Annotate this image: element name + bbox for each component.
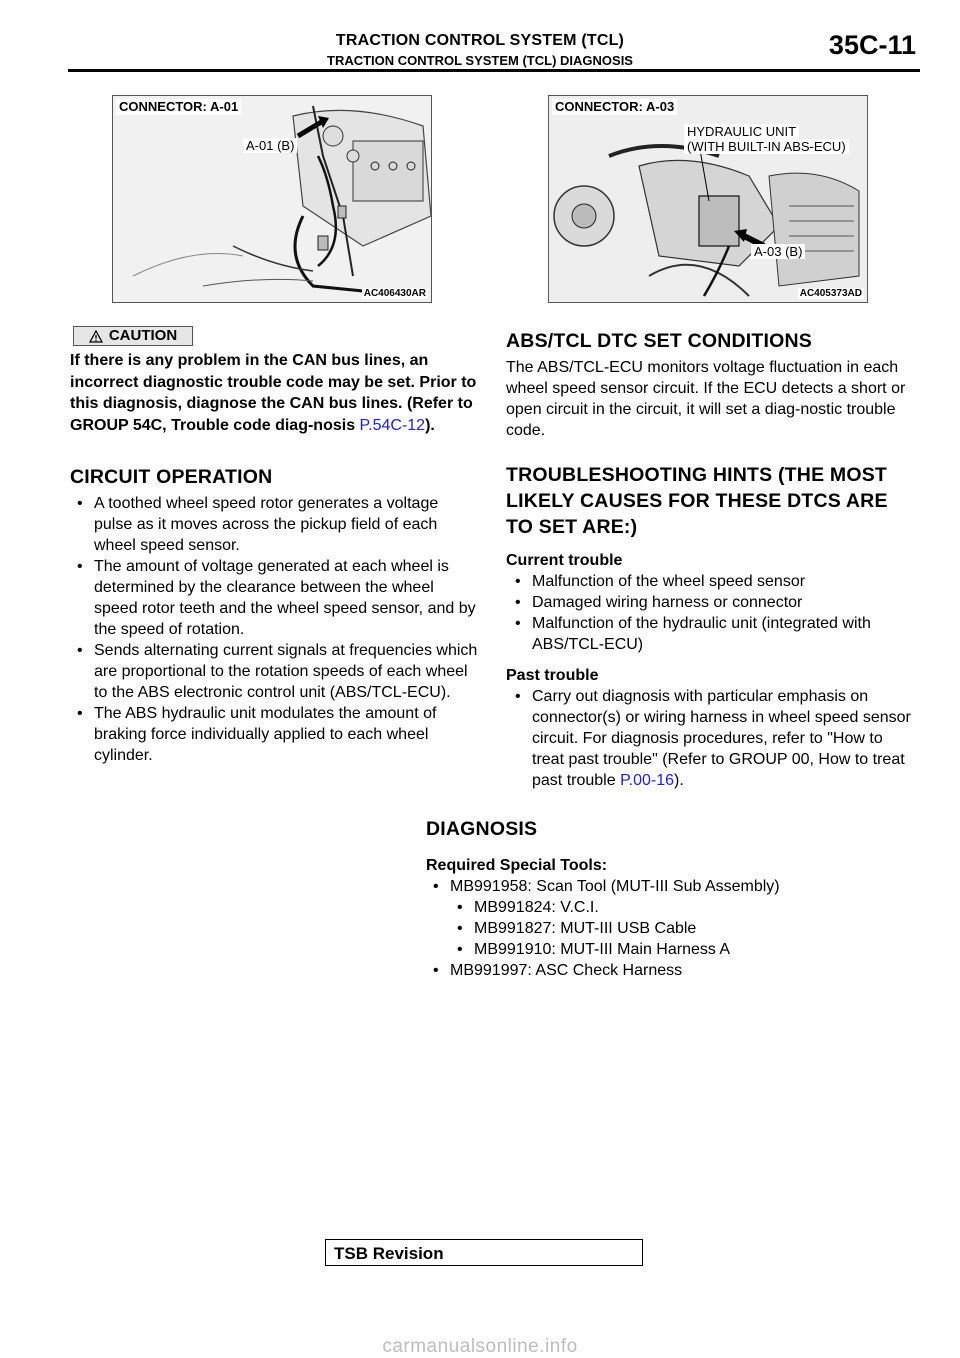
troubleshooting-section [506, 462, 916, 791]
circuit-operation-list [70, 493, 480, 766]
caution-badge [73, 326, 193, 346]
list-item [508, 686, 916, 791]
current-trouble-label: Current trouble [506, 552, 623, 569]
figure-code-1: AC406430AR [363, 288, 426, 299]
dtc-set-conditions-text: The ABS/TCL-ECU monitors voltage fluctuation in each wheel speed sensor circuit. If the ECU detects a short or open circuit in the circuit, it will set a diag-nostic trouble code. [506, 359, 906, 439]
watermark: carmanualsonline.info [382, 1336, 578, 1357]
list-item: • Sends alternating current signals at frequencies which are proportional to the rotation speeds of each wheel to the ABS electronic control unit (ABS/TCL-ECU). [70, 640, 480, 703]
caution-text-end: ). [425, 416, 435, 434]
connector-label-a01: CONNECTOR: A-01 [116, 99, 241, 115]
tool-subitems-list [450, 897, 866, 960]
list-item: • MB991827: MUT-III USB Cable [450, 918, 866, 939]
figure-connector-a03 [548, 95, 868, 303]
required-tools-label: Required Special Tools: [426, 857, 608, 874]
header-subtitle: TRACTION CONTROL SYSTEM (TCL) DIAGNOSIS [327, 53, 633, 68]
list-item: • The ABS hydraulic unit modulates the amount of braking force individually applied to each wheel cylinder. [70, 703, 480, 766]
list-item: • The amount of voltage generated at each wheel is determined by the clearance between the wheel speed rotor teeth and the wheel speed sensor, and by the speed of rotation. [70, 556, 480, 640]
list-item [426, 876, 866, 960]
header-title: TRACTION CONTROL SYSTEM (TCL) [335, 32, 625, 49]
caution-ref-link[interactable]: P.54C-12 [359, 416, 426, 434]
past-trouble-text-end: ). [674, 772, 684, 789]
caution-text-body: If there is any problem in the CAN bus lines, an incorrect diagnostic trouble code may be set. Prior to this diagnosis, diagnose the CAN bus lines. (Refer to GROUP 54C, Trouble code diag-nosis [70, 352, 477, 434]
list-item: • MB991910: MUT-III Main Harness A [450, 939, 866, 960]
past-trouble-label: Past trouble [506, 667, 599, 684]
header-rule [68, 69, 920, 72]
current-trouble-list [508, 571, 916, 655]
figure-connector-a01 [112, 95, 432, 303]
past-trouble-list [508, 686, 916, 791]
diagnosis-heading: DIAGNOSIS [426, 818, 538, 840]
past-trouble-text: Carry out diagnosis with particular emphasis on connector(s) or wiring harness in wheel speed sensor circuit. For diagnosis procedures, refer to "How to treat past trouble" (Refer to GROUP 00, How to treat past trouble [532, 688, 911, 789]
list-item: • A toothed wheel speed rotor generates a voltage pulse as it moves across the pickup field of each wheel speed sensor. [70, 493, 480, 556]
caution-text [70, 350, 480, 436]
tools-list [426, 876, 866, 981]
list-item: • Damaged wiring harness or connector [508, 592, 916, 613]
past-trouble-ref-link[interactable]: P.00-16 [620, 772, 675, 789]
tool-item: MB991958: Scan Tool (MUT-III Sub Assembly) [450, 878, 780, 895]
list-item: • MB991824: V.C.I. [450, 897, 866, 918]
tsb-revision-box: TSB Revision [325, 1239, 643, 1266]
list-item: • MB991997: ASC Check Harness [426, 960, 866, 981]
callout-hydraulic-unit-line1: HYDRAULIC UNIT [684, 124, 799, 139]
engine-bay-illustration-1 [113, 96, 431, 302]
troubleshooting-heading: TROUBLESHOOTING HINTS (THE MOST LIKELY CAUSES FOR THESE DTCS ARE TO SET ARE:) [506, 464, 888, 538]
list-item: • Malfunction of the wheel speed sensor [508, 571, 916, 592]
dtc-set-conditions-section [506, 328, 914, 441]
list-item: • Malfunction of the hydraulic unit (integrated with ABS/TCL-ECU) [508, 613, 916, 655]
diagnosis-section [426, 816, 866, 981]
page-number: 35C-11 [828, 30, 916, 60]
figure-code-2: AC405373AD [799, 288, 862, 299]
callout-a01: A-01 (B) [243, 138, 297, 153]
callout-a03: A-03 (B) [751, 244, 805, 259]
callout-hydraulic-unit-line2: (WITH BUILT-IN ABS-ECU) [684, 139, 849, 154]
dtc-set-conditions-heading: ABS/TCL DTC SET CONDITIONS [506, 330, 813, 352]
warning-triangle-icon [89, 330, 103, 343]
caution-label: CAUTION [108, 327, 178, 344]
circuit-operation-heading: CIRCUIT OPERATION [70, 466, 273, 488]
circuit-operation-section [70, 464, 480, 766]
connector-label-a03: CONNECTOR: A-03 [552, 99, 677, 115]
